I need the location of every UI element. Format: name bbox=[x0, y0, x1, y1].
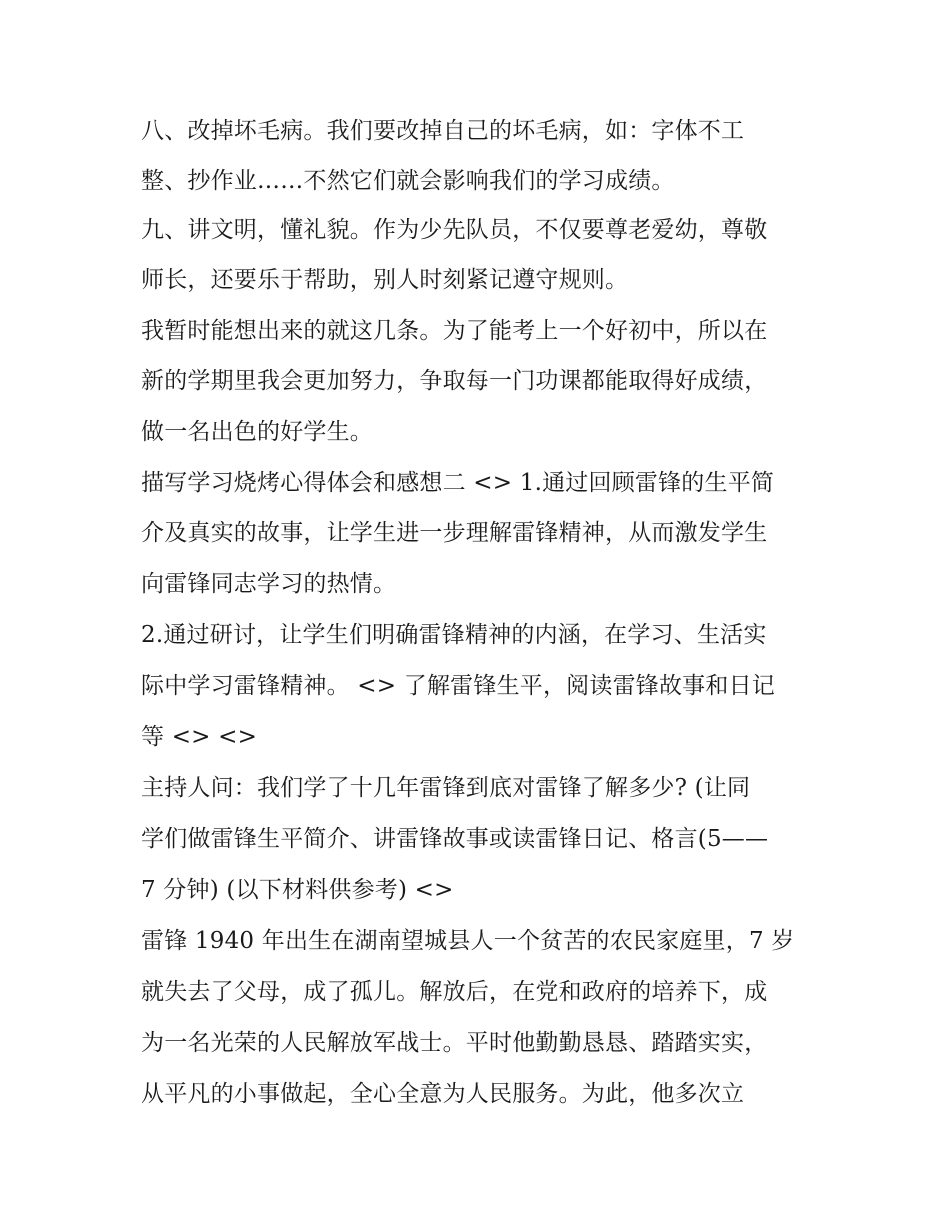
text-line: 八、改掉坏毛病。我们要改掉自己的坏毛病，如：字体不工 bbox=[141, 118, 745, 144]
text-line: 做一名出色的好学生。 bbox=[141, 419, 373, 445]
text-line: 师长，还要乐于帮助，别人时刻紧记遵守规则。 bbox=[141, 267, 629, 293]
text-line: 为一名光荣的人民解放军战士。平时他勤勤恳恳、踏踏实实， bbox=[141, 1030, 768, 1056]
text-line: 我暂时能想出来的就这几条。为了能考上一个好初中，所以在 bbox=[141, 318, 768, 344]
text-line: 新的学期里我会更加努力，争取每一门功课都能取得好成绩， bbox=[141, 368, 768, 394]
text-line: 学们做雷锋生平简介、讲雷锋故事或读雷锋日记、格言(5—— bbox=[141, 826, 769, 852]
text-line: 介及真实的故事，让学生进一步理解雷锋精神，从而激发学生 bbox=[141, 520, 768, 546]
text-line: 描写学习烧烤心得体会和感想二 <> 1.通过回顾雷锋的生平简 bbox=[141, 470, 775, 496]
text-line: 就失去了父母，成了孤儿。解放后，在党和政府的培养下，成 bbox=[141, 979, 768, 1005]
text-line: 从平凡的小事做起，全心全意为人民服务。为此，他多次立 bbox=[141, 1081, 745, 1107]
text-line: 主持人问：我们学了十几年雷锋到底对雷锋了解多少? (让同 bbox=[141, 775, 751, 801]
text-line: 整、抄作业……不然它们就会影响我们的学习成绩。 bbox=[141, 168, 675, 194]
text-line: 向雷锋同志学习的热情。 bbox=[141, 571, 397, 597]
text-line: 雷锋 1940 年出生在湖南望城县人一个贫苦的农民家庭里，7 岁 bbox=[141, 928, 795, 954]
text-line: 2.通过研讨，让学生们明确雷锋精神的内涵，在学习、生活实 bbox=[141, 622, 767, 648]
text-line: 九、讲文明，懂礼貌。作为少先队员，不仅要尊老爱幼，尊敬 bbox=[141, 217, 768, 243]
text-line: 7 分钟) (以下材料供参考) <> bbox=[141, 877, 454, 903]
text-line: 际中学习雷锋精神。 <> 了解雷锋生平，阅读雷锋故事和日记 bbox=[141, 673, 775, 699]
text-line: 等 <> <> bbox=[141, 724, 258, 750]
